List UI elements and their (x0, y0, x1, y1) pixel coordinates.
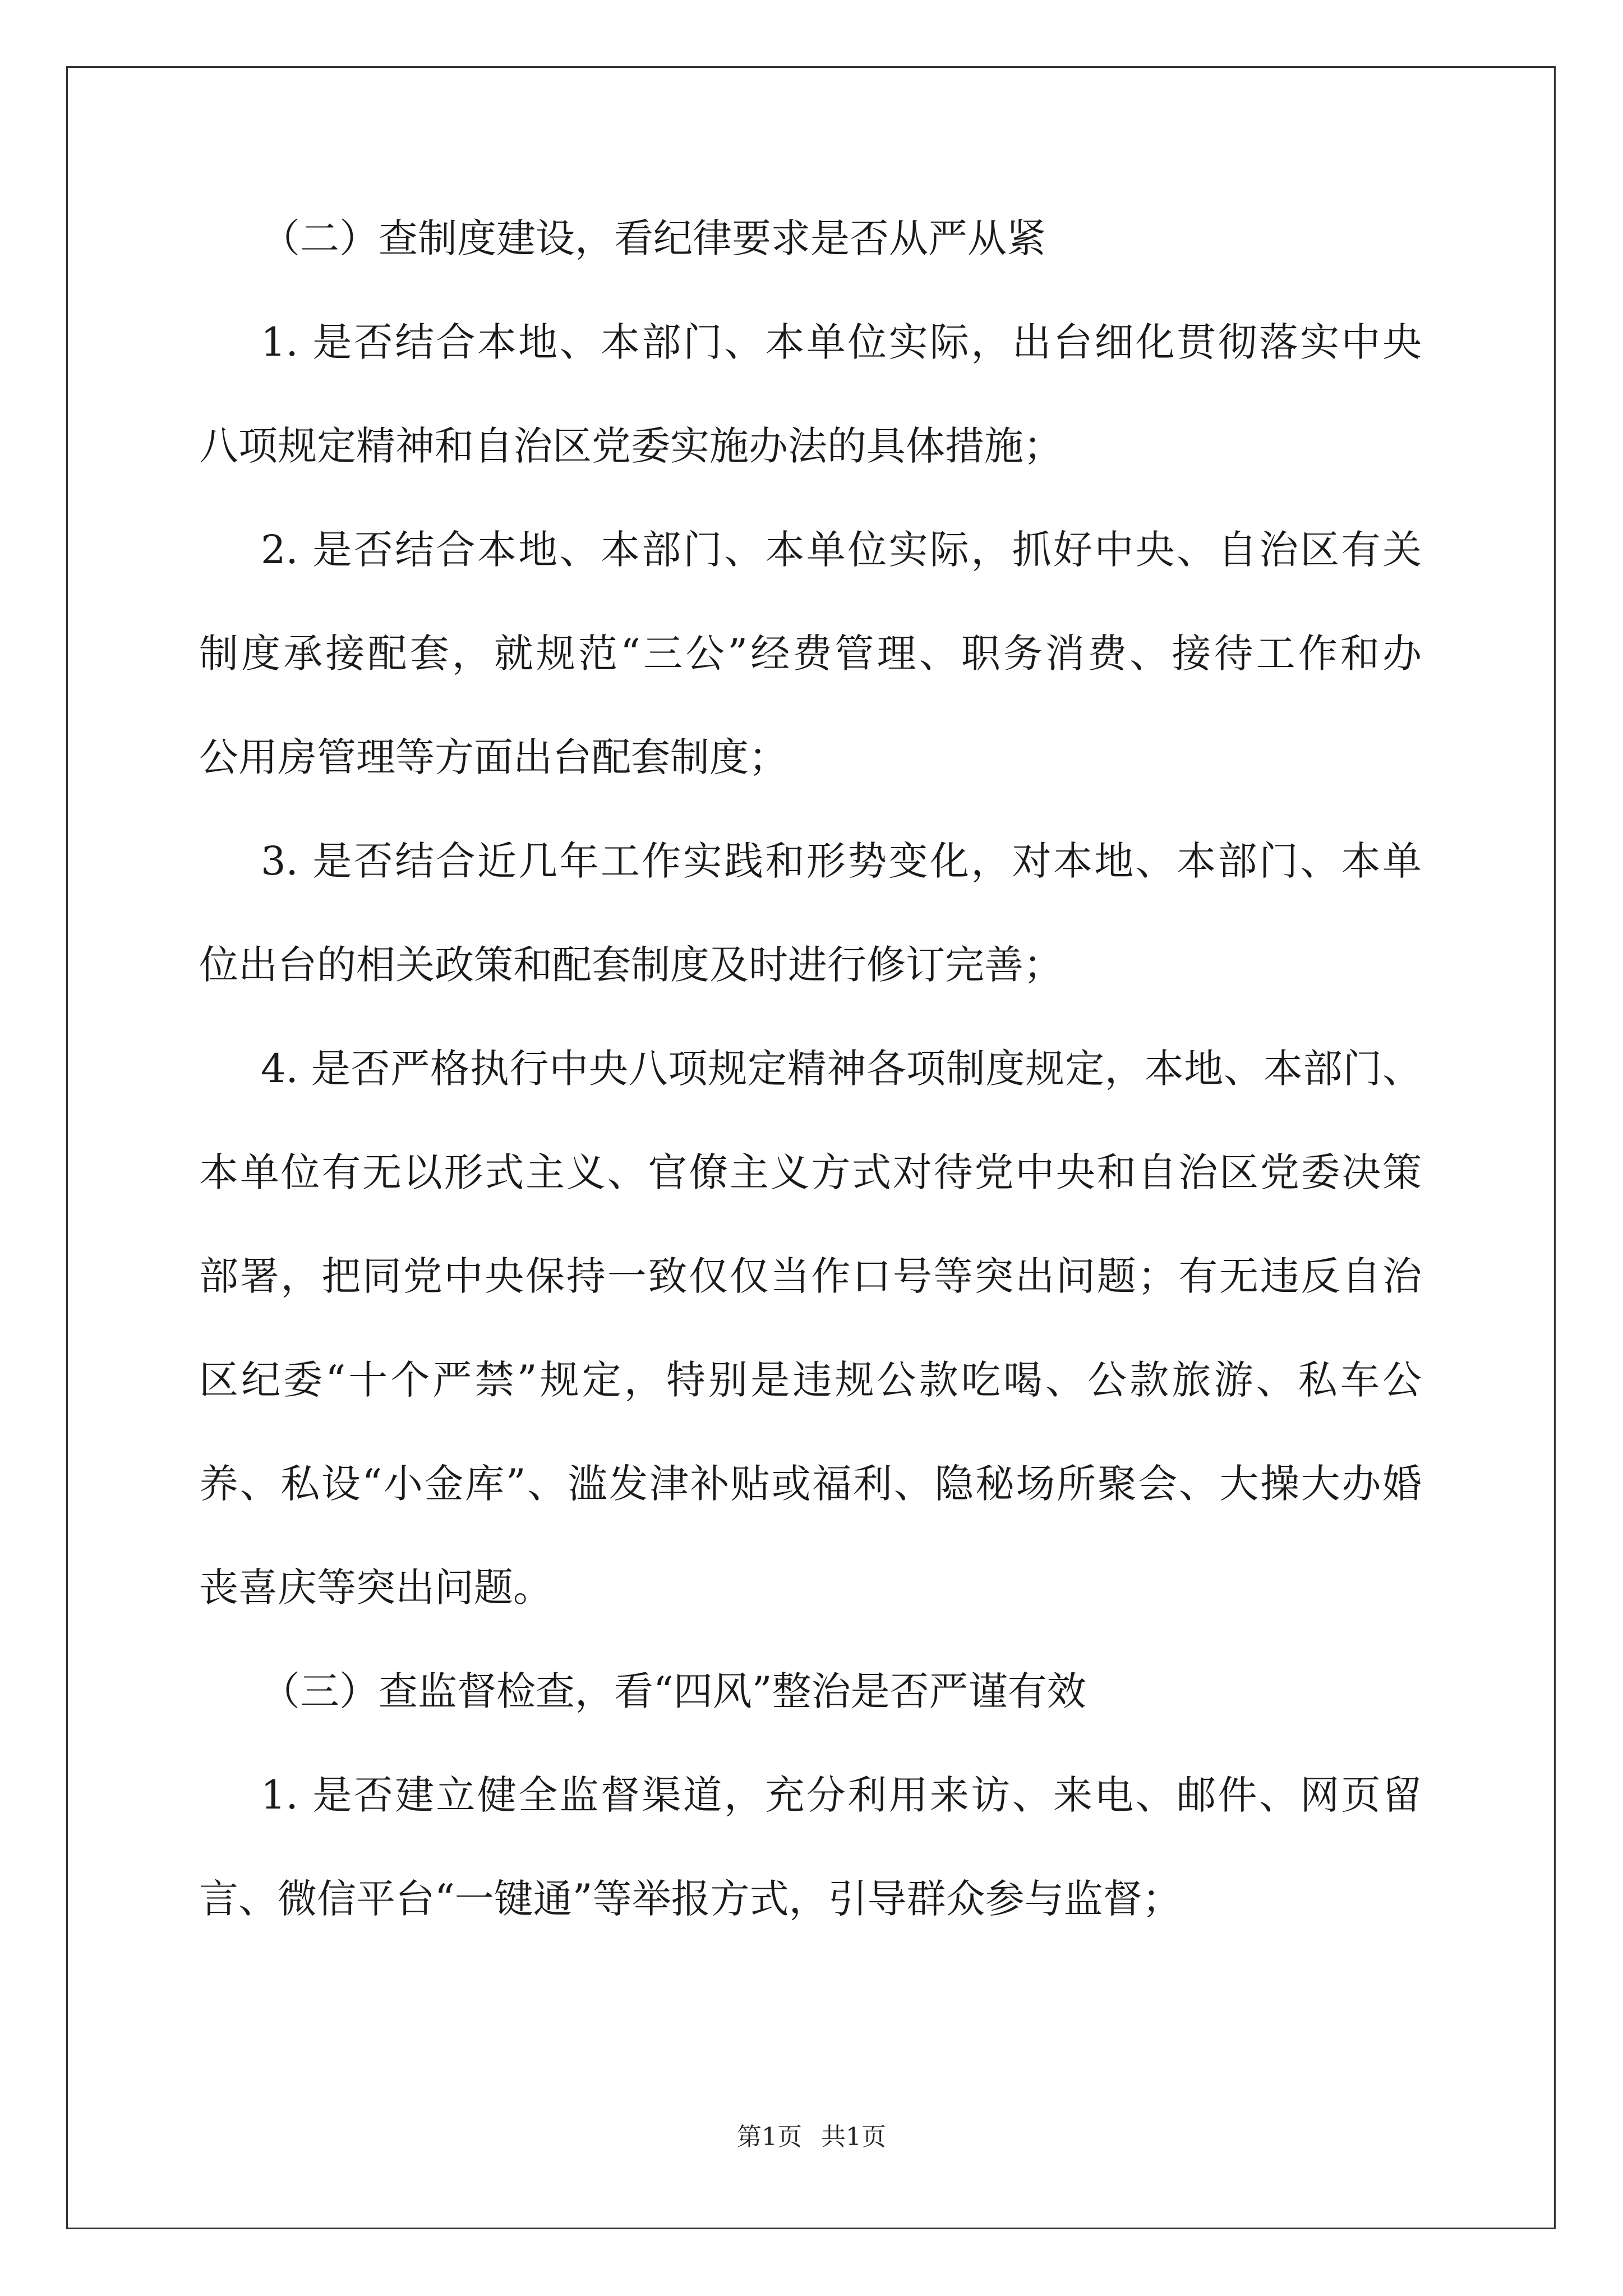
paragraph-line: 部署，把同党中央保持一致仅仅当作口号等突出问题；有无违反自治 (199, 1253, 1422, 1299)
paragraph-line: 位出台的相关政策和配套制度及时进行修订完善； (199, 942, 1063, 988)
paragraph-line: 言、微信平台“一键通”等举报方式，引导群众参与监督； (199, 1876, 1182, 1922)
paragraph-line: 制度承接配套，就规范“三公”经费管理、职务消费、接待工作和办 (199, 631, 1422, 677)
paragraph-line: 区纪委“十个严禁”规定，特别是违规公款吃喝、公款旅游、私车公 (199, 1357, 1422, 1403)
page-number: 第1页 (737, 2123, 802, 2151)
section-heading-3: （三）查监督检查，看“四风”整治是否严谨有效 (261, 1668, 1086, 1714)
paragraph-line: 3. 是否结合近几年工作实践和形势变化，对本地、本部门、本单 (261, 838, 1422, 884)
paragraph-line: 1. 是否建立健全监督渠道，充分利用来访、来电、邮件、网页留 (261, 1772, 1422, 1818)
paragraph-line: 1. 是否结合本地、本部门、本单位实际，出台细化贯彻落实中央 (261, 319, 1422, 365)
paragraph-line: 公用房管理等方面出台配套制度； (199, 734, 788, 780)
paragraph-line: 丧喜庆等突出问题。 (199, 1565, 552, 1611)
paragraph-line: 2. 是否结合本地、本部门、本单位实际，抓好中央、自治区有关 (261, 527, 1422, 573)
section-heading-2: （二）查制度建设，看纪律要求是否从严从紧 (261, 215, 1046, 261)
paragraph-line: 八项规定精神和自治区党委实施办法的具体措施； (199, 423, 1063, 469)
paragraph-line: 4. 是否严格执行中央八项规定精神各项制度规定，本地、本部门、 (261, 1046, 1422, 1092)
paragraph-line: 本单位有无以形式主义、官僚主义方式对待党中央和自治区党委决策 (199, 1149, 1422, 1195)
page-total: 共1页 (821, 2123, 886, 2151)
paragraph-line: 养、私设“小金库”、滥发津补贴或福利、隐秘场所聚会、大操大办婚 (199, 1461, 1422, 1507)
page-footer (0, 2120, 1623, 2154)
